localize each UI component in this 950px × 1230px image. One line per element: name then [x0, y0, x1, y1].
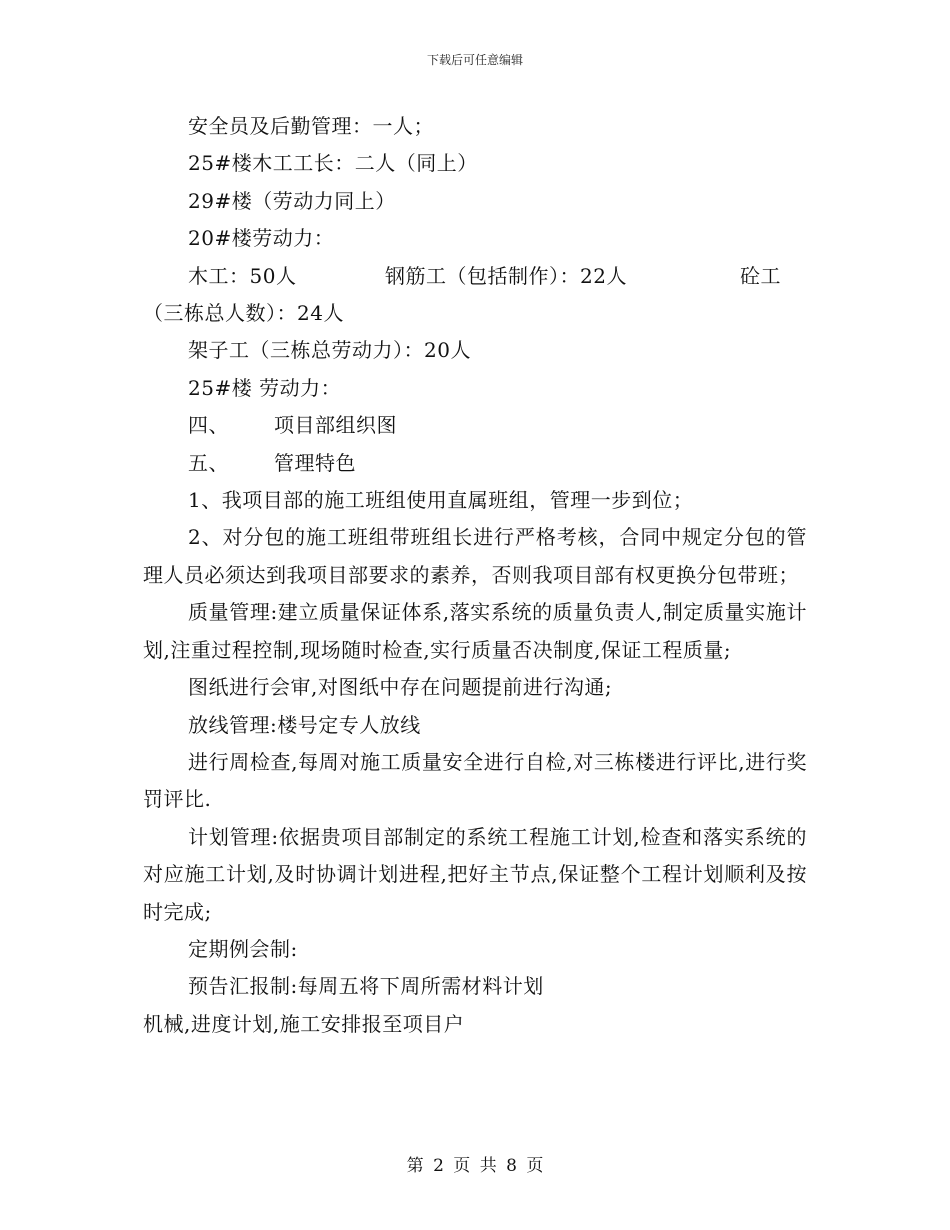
paragraph-safety-staff: 安全员及后勤管理：一人；	[188, 114, 434, 138]
paragraph-25-labor: 25#楼 劳动力：	[188, 375, 342, 400]
paragraph-subcontract-assessment: 2、对分包的施工班组带班组长进行严格考核，合同中规定分包的管理人员必须达到我项目部要求的素养，否则我项目部有权更换分包带班；	[143, 525, 807, 587]
paragraph-weekly-inspection: 进行周检查,每周对施工质量安全进行自检,对三栋楼进行评比,进行奖罚评比.	[143, 749, 807, 812]
paragraph-25-carpenter-foreman: 25#楼木工工长：二人（同上）	[188, 151, 478, 176]
labor-carpenter: 木工：50人	[188, 263, 297, 288]
labor-row	[143, 258, 807, 295]
section-4-number: 四、	[188, 413, 229, 438]
paragraph-29-labor: 29#楼（劳动力同上）	[188, 188, 396, 213]
paragraph-machinery-schedule: 机械,进度计划,施工安排报至项目户	[143, 1011, 465, 1036]
paragraph-concrete-total: （三栋总人数）：24人	[143, 301, 344, 326]
section-heading-4	[143, 407, 807, 444]
paragraph-drawing-review: 图纸进行会审,对图纸中存在问题提前进行沟通;	[188, 675, 613, 700]
paragraph-setting-out: 放线管理:楼号定专人放线	[188, 712, 421, 737]
paragraph-quality-management: 质量管理:建立质量保证体系,落实系统的质量负责人,制定质量实施计划,注重过程控制,现场随时检查,实行质量否决制度,保证工程质量;	[143, 600, 807, 662]
section-5-title: 管理特色	[274, 450, 356, 475]
paragraph-scaffolder: 架子工（三栋总劳动力）：20人	[188, 338, 471, 363]
section-4-title: 项目部组织图	[274, 413, 397, 438]
paragraph-forecast-report: 预告汇报制:每周五将下周所需材料计划	[188, 974, 544, 999]
paragraph-direct-teams: 1、我项目部的施工班组使用直属班组，管理一步到位；	[188, 488, 694, 513]
page-header-note: 下载后可任意编辑	[426, 53, 523, 67]
labor-concrete: 砼工	[740, 263, 781, 288]
paragraph-plan-management: 计划管理:依据贵项目部制定的系统工程施工计划,检查和落实系统的对应施工计划,及时协调计划进程,把好主节点,保证整个工程计划顺利及按时完成;	[143, 824, 807, 924]
labor-rebar: 钢筋工（包括制作）：22人	[385, 263, 627, 288]
section-heading-5	[143, 445, 807, 482]
document-body	[143, 108, 807, 1043]
page-number: 第 2 页 共 8 页	[406, 1156, 544, 1176]
paragraph-regular-meeting: 定期例会制:	[188, 936, 298, 961]
paragraph-20-labor: 20#楼劳动力：	[188, 226, 335, 251]
section-5-number: 五、	[188, 450, 229, 475]
